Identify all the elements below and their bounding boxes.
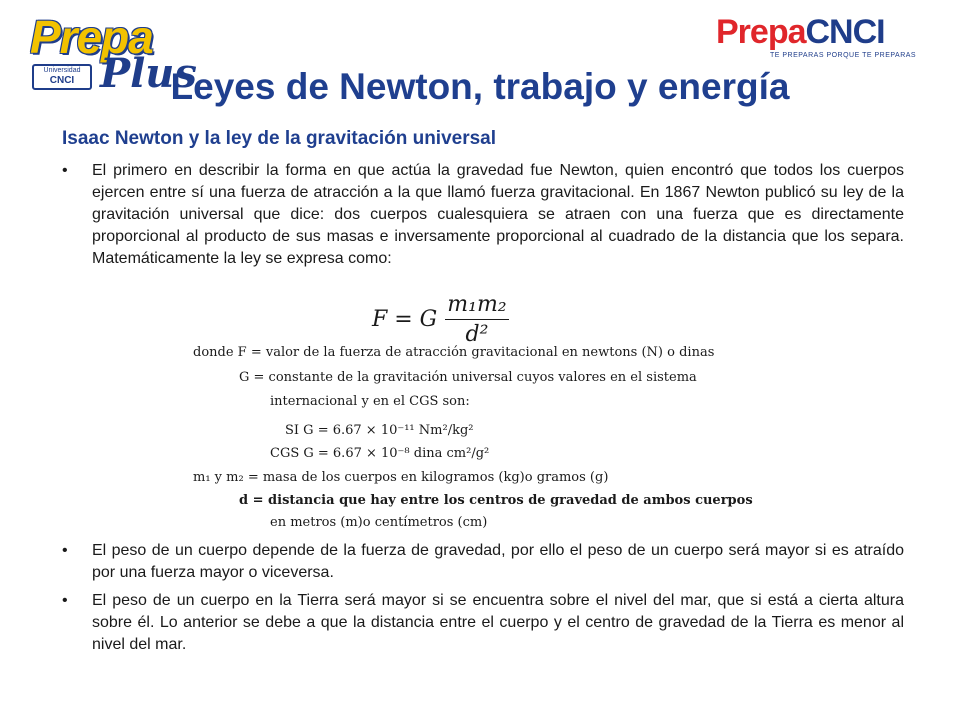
bullet-item — [62, 540, 904, 584]
logo-tagline: TE PREPARAS PORQUE TE PREPARAS — [770, 52, 917, 59]
wordmark-cnci: CNCI — [805, 13, 885, 51]
definition-m: m₁ y m₂ = masa de los cuerpos en kilogramos (kg)o gramos (g) — [193, 470, 609, 485]
bullet-text: El peso de un cuerpo depende de la fuerza de gravedad, por ello el peso de un cuerpo será mayor si es atraído por una fuerza mayor o viceversa. — [92, 542, 904, 581]
formula-fraction — [445, 292, 508, 347]
prepa-cnci-wordmark — [716, 14, 938, 50]
logo-prepa-text: Prepa — [30, 11, 153, 63]
definition-g: G = constante de la gravitación universal cuyos valores en el sistema — [239, 370, 697, 385]
logo-plus-text: Plus — [100, 50, 197, 97]
bullet-text: El primero en describir la forma en que actúa la gravedad fue Newton, quien encontró que todos los cuerpos ejercen entre sí una fuerza de atracción a la que llamó fuerza gravitacional. En 1867 Newton publicó su ley de la gravitación universal que dice: dos cuerpos cualesquiera se atraen con una fuerza que es directamente proporcional al producto de sus masas e inversamente proporcional al cuadrado de la distancia que los separa. Matemáticamente la ley se expresa como: — [92, 162, 904, 267]
definition-d: d = distancia que hay entre los centros de gravedad de ambos cuerpos — [239, 493, 753, 508]
bullet-dot: • — [62, 592, 68, 609]
bullet-dot: • — [62, 542, 68, 559]
bullet-item — [62, 160, 904, 270]
definition-f: donde F = valor de la fuerza de atracción gravitacional en newtons (N) o dinas — [193, 345, 715, 360]
definition-cgs: CGS G = 6.67 × 10⁻⁸ dina cm²/g² — [270, 446, 490, 461]
definition-d-cont: en metros (m)o centímetros (cm) — [270, 515, 488, 530]
bullet-text: El peso de un cuerpo en la Tierra será mayor si se encuentra sobre el nivel del mar, que si está a cierta altura sobre él. Lo anterior se debe a que la distancia entre el cuerpo y el centro de gravedad de la Tierra es menor al nivel del mar. — [92, 592, 904, 653]
formula-numerator: m₁m₂ — [445, 292, 508, 320]
definition-si: SI G = 6.67 × 10⁻¹¹ Nm²/kg² — [285, 423, 474, 438]
bullet-dot: • — [62, 162, 68, 179]
section-subtitle: Isaac Newton y la ley de la gravitación universal — [62, 128, 497, 149]
bullet-item — [62, 590, 904, 656]
definition-g-cont: internacional y en el CGS son: — [270, 394, 470, 409]
prepa-cnci-logo — [716, 14, 938, 64]
formula-denominator: d² — [465, 322, 489, 347]
gravitation-formula — [372, 292, 509, 347]
badge-line1: Universidad — [43, 67, 81, 74]
badge-line2: CNCI — [49, 75, 75, 86]
wordmark-prepa: Prepa — [716, 13, 806, 51]
page-title: Leyes de Newton, trabajo y energía — [170, 66, 790, 107]
formula-lhs: F = G — [372, 307, 438, 332]
